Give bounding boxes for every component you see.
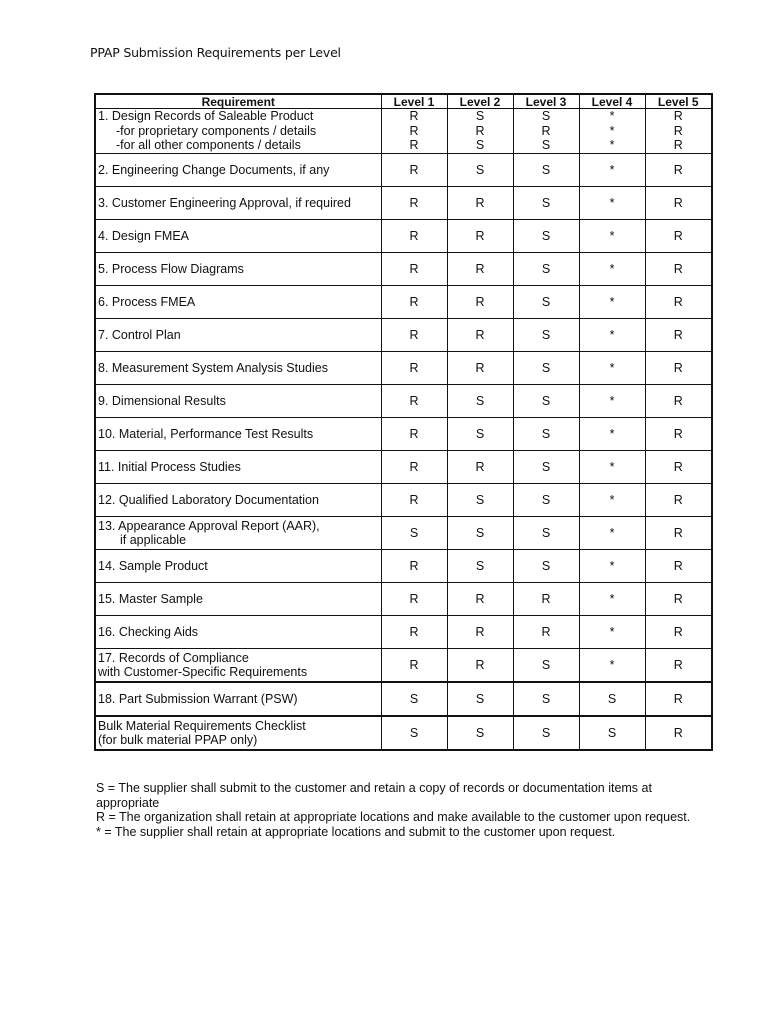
- level-cell: S: [579, 716, 645, 750]
- requirement-label: 12. Qualified Laboratory Documentation: [98, 492, 319, 507]
- level-cell: R: [447, 649, 513, 683]
- level-cell: S: [513, 484, 579, 517]
- level-cell: S: [513, 682, 579, 716]
- level-cell: R: [381, 616, 447, 649]
- level-cell: *: [579, 352, 645, 385]
- table-row: [95, 550, 712, 583]
- level-cell: R: [447, 187, 513, 220]
- level-cell: R: [381, 385, 447, 418]
- requirement-cell: [95, 418, 381, 451]
- requirement-cell: [95, 385, 381, 418]
- requirement-label: 15. Master Sample: [98, 591, 203, 606]
- level-cell: S R S: [513, 109, 579, 154]
- level-cell: R: [381, 649, 447, 683]
- level-cell: S: [513, 286, 579, 319]
- requirement-cell: [95, 286, 381, 319]
- level-cell: S: [447, 716, 513, 750]
- level-cell: R: [513, 616, 579, 649]
- table-row: [95, 484, 712, 517]
- table-row: [95, 583, 712, 616]
- level-cell: S: [447, 550, 513, 583]
- requirement-sublabel: -for proprietary components / details: [116, 123, 317, 138]
- level-cell: R: [645, 616, 712, 649]
- requirement-label: 13. Appearance Approval Report (AAR),: [98, 518, 320, 533]
- level-cell: *: [579, 484, 645, 517]
- requirement-label: 16. Checking Aids: [98, 624, 199, 639]
- level-cell: S: [513, 649, 579, 683]
- requirement-label: 1. Design Records of Saleable Product: [98, 109, 314, 124]
- requirement-label: 14. Sample Product: [98, 558, 208, 573]
- level-cell: R: [513, 583, 579, 616]
- requirement-cell: [95, 253, 381, 286]
- requirement-cell: [95, 517, 381, 550]
- table-row: [95, 385, 712, 418]
- level-cell: S: [381, 517, 447, 550]
- level-cell: S: [513, 352, 579, 385]
- level-cell: S: [513, 517, 579, 550]
- level-cell: *: [579, 550, 645, 583]
- requirement-label: Bulk Material Requirements Checklist: [98, 718, 306, 733]
- level-cell: R: [645, 253, 712, 286]
- requirements-table: [94, 93, 713, 751]
- table-row: [95, 616, 712, 649]
- requirement-label: 5. Process Flow Diagrams: [98, 261, 244, 276]
- level-cell: R: [645, 154, 712, 187]
- requirement-label-cont: (for bulk material PPAP only): [98, 733, 258, 747]
- level-cell: S: [447, 682, 513, 716]
- level-cell: R: [645, 649, 712, 683]
- requirement-sublabel: -for all other components / details: [116, 138, 301, 153]
- level-cell: R: [645, 716, 712, 750]
- level-cell: R: [381, 220, 447, 253]
- table-row: [95, 451, 712, 484]
- header-requirement: Requirement: [95, 94, 381, 109]
- level-cell: R: [645, 385, 712, 418]
- level-cell: R: [381, 484, 447, 517]
- level-cell: S: [513, 220, 579, 253]
- level-cell: *: [579, 319, 645, 352]
- level-cell: R R R: [381, 109, 447, 154]
- level-cell: R: [447, 253, 513, 286]
- requirement-label: 6. Process FMEA: [98, 294, 196, 309]
- level-cell: R: [381, 352, 447, 385]
- requirement-cell: [95, 583, 381, 616]
- header-level-1: Level 1: [381, 94, 447, 109]
- level-cell: *: [579, 583, 645, 616]
- requirement-cell: [95, 109, 381, 154]
- level-cell: S R S: [447, 109, 513, 154]
- requirement-label: 4. Design FMEA: [98, 228, 190, 243]
- level-cell: R: [447, 583, 513, 616]
- requirement-cell: [95, 187, 381, 220]
- level-cell: * * *: [579, 109, 645, 154]
- level-cell: *: [579, 187, 645, 220]
- level-cell: *: [579, 154, 645, 187]
- level-cell: S: [447, 484, 513, 517]
- level-cell: R: [645, 418, 712, 451]
- requirement-cell: [95, 484, 381, 517]
- table-row: [95, 109, 712, 154]
- requirement-label: 7. Control Plan: [98, 327, 181, 342]
- level-cell: R: [381, 319, 447, 352]
- requirement-label: 9. Dimensional Results: [98, 393, 226, 408]
- requirement-cell: [95, 682, 381, 716]
- level-cell: S: [447, 418, 513, 451]
- requirement-cell: [95, 451, 381, 484]
- level-cell: R: [447, 352, 513, 385]
- level-cell: *: [579, 616, 645, 649]
- requirement-label: 17. Records of Compliance: [98, 650, 249, 665]
- level-cell: *: [579, 286, 645, 319]
- level-cell: R: [645, 187, 712, 220]
- level-cell: *: [579, 451, 645, 484]
- level-cell: R: [645, 517, 712, 550]
- table-row: [95, 319, 712, 352]
- level-cell: R: [645, 352, 712, 385]
- requirement-label-cont: with Customer-Specific Requirements: [98, 665, 308, 679]
- level-cell: S: [513, 451, 579, 484]
- requirement-cell: [95, 220, 381, 253]
- level-cell: R: [645, 550, 712, 583]
- requirement-label: 11. Initial Process Studies: [98, 459, 241, 474]
- level-cell: R: [381, 154, 447, 187]
- legend-s: S = The supplier shall submit to the customer and retain a copy of records or documentation items at appropriate: [96, 781, 652, 810]
- level-cell: S: [381, 716, 447, 750]
- table-row: [95, 286, 712, 319]
- header-level-2: Level 2: [447, 94, 513, 109]
- requirement-cell: [95, 649, 381, 683]
- level-cell: *: [579, 253, 645, 286]
- page-title: PPAP Submission Requirements per Level: [90, 45, 341, 60]
- requirement-label: 2. Engineering Change Documents, if any: [98, 162, 330, 177]
- level-cell: R: [645, 451, 712, 484]
- level-cell: R: [645, 682, 712, 716]
- level-cell: S: [513, 154, 579, 187]
- level-cell: S: [513, 253, 579, 286]
- requirement-cell: [95, 154, 381, 187]
- requirement-cell: [95, 550, 381, 583]
- requirement-label-cont: if applicable: [120, 533, 187, 547]
- level-cell: S: [579, 682, 645, 716]
- level-cell: S: [447, 154, 513, 187]
- level-cell: R: [645, 319, 712, 352]
- table-row: [95, 253, 712, 286]
- level-cell: S: [447, 517, 513, 550]
- legend-r: R = The organization shall retain at appropriate locations and make available to the customer upon request.: [96, 810, 691, 825]
- requirement-cell: [95, 616, 381, 649]
- level-cell: R: [447, 319, 513, 352]
- table-header-row: [95, 94, 712, 109]
- level-cell: *: [579, 418, 645, 451]
- level-cell: R: [381, 550, 447, 583]
- table-row: [95, 649, 712, 683]
- header-level-5: Level 5: [645, 94, 712, 109]
- requirement-label: 8. Measurement System Analysis Studies: [98, 360, 328, 375]
- level-cell: R: [447, 220, 513, 253]
- legend-star: * = The supplier shall retain at appropriate locations and submit to the customer upon request.: [96, 825, 616, 840]
- header-level-3: Level 3: [513, 94, 579, 109]
- level-cell: R: [381, 451, 447, 484]
- requirement-label: 3. Customer Engineering Approval, if required: [98, 195, 351, 210]
- level-cell: R: [645, 583, 712, 616]
- level-cell: R R R: [645, 109, 712, 154]
- level-cell: S: [447, 385, 513, 418]
- level-cell: R: [645, 484, 712, 517]
- requirement-cell: [95, 319, 381, 352]
- level-cell: R: [645, 286, 712, 319]
- level-cell: S: [513, 187, 579, 220]
- level-cell: R: [447, 451, 513, 484]
- level-cell: R: [447, 286, 513, 319]
- level-cell: *: [579, 220, 645, 253]
- level-cell: R: [381, 253, 447, 286]
- table-row: [95, 187, 712, 220]
- header-level-4: Level 4: [579, 94, 645, 109]
- level-cell: *: [579, 385, 645, 418]
- level-cell: *: [579, 517, 645, 550]
- table-row: [95, 682, 712, 716]
- level-cell: R: [381, 418, 447, 451]
- table-row: [95, 154, 712, 187]
- table-row: [95, 517, 712, 550]
- requirement-cell: [95, 716, 381, 750]
- level-cell: S: [513, 716, 579, 750]
- table-row: [95, 418, 712, 451]
- level-cell: R: [447, 616, 513, 649]
- level-cell: R: [645, 220, 712, 253]
- legend: [96, 781, 716, 840]
- requirement-cell: [95, 352, 381, 385]
- level-cell: *: [579, 649, 645, 683]
- requirement-label: 18. Part Submission Warrant (PSW): [98, 691, 298, 706]
- level-cell: S: [513, 385, 579, 418]
- table-row: [95, 716, 712, 750]
- level-cell: S: [513, 550, 579, 583]
- level-cell: R: [381, 187, 447, 220]
- level-cell: R: [381, 286, 447, 319]
- level-cell: S: [513, 418, 579, 451]
- level-cell: S: [513, 319, 579, 352]
- table-row: [95, 352, 712, 385]
- table-row: [95, 220, 712, 253]
- level-cell: R: [381, 583, 447, 616]
- level-cell: S: [381, 682, 447, 716]
- requirement-label: 10. Material, Performance Test Results: [98, 426, 314, 441]
